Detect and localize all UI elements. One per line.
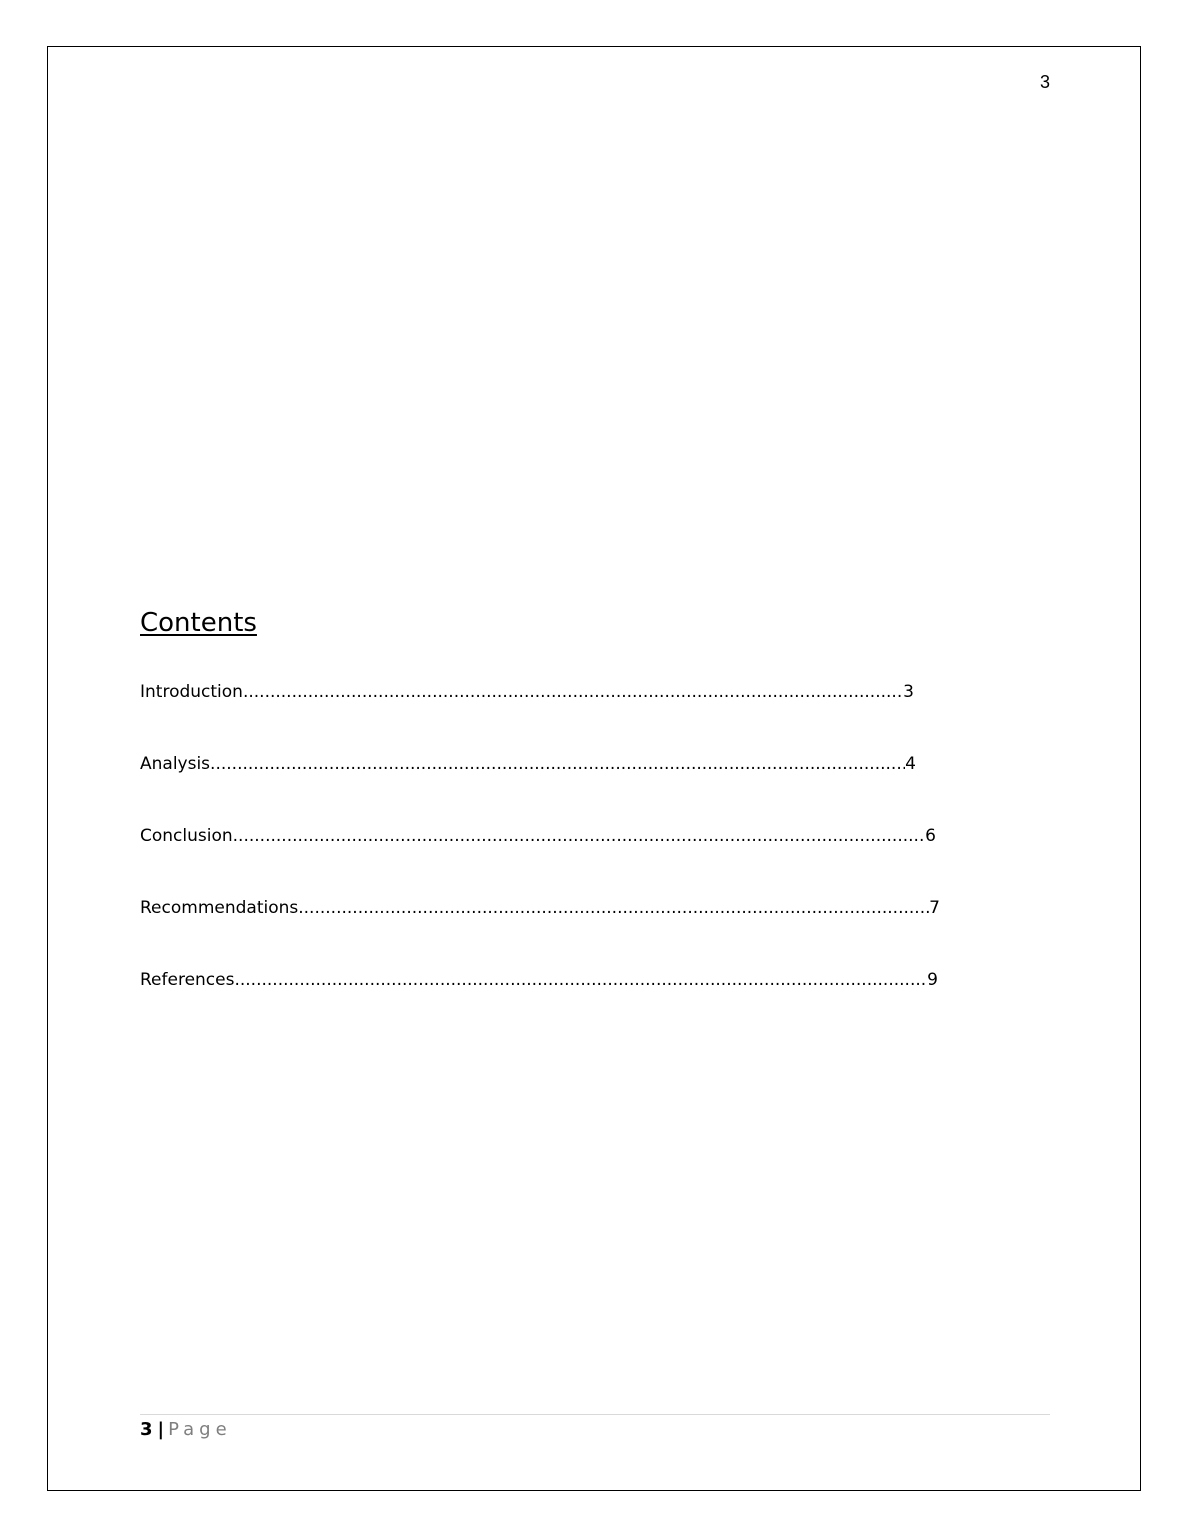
footer-page-number: 3 [140, 1419, 153, 1440]
toc-entry-page: 9 [927, 970, 938, 990]
toc-dot-leader [298, 898, 929, 918]
toc-entry-references[interactable] [140, 970, 938, 994]
toc-entry-analysis[interactable] [140, 754, 916, 778]
toc-dot-leader [243, 682, 903, 702]
toc-dot-leader [210, 754, 905, 774]
toc-entry-introduction[interactable] [140, 682, 914, 706]
toc-entry-label: Conclusion [140, 826, 233, 846]
toc-entry-page: 6 [925, 826, 936, 846]
toc-heading: Contents [140, 608, 257, 638]
toc-entry-label: References [140, 970, 235, 990]
header-page-number: 3 [1039, 72, 1050, 92]
toc-entry-label: Recommendations [140, 898, 299, 918]
toc-entry-label: Introduction [140, 682, 243, 702]
toc-entry-label: Analysis [140, 754, 211, 774]
footer-divider [140, 1414, 1050, 1415]
toc-entry-conclusion[interactable] [140, 826, 936, 850]
footer-page-word: Page [168, 1419, 232, 1440]
toc-entry-recommendations[interactable] [140, 898, 940, 922]
footer-separator: | [157, 1419, 165, 1440]
footer [140, 1419, 232, 1440]
toc-entry-page: 4 [905, 754, 916, 774]
toc-entry-page: 3 [903, 682, 914, 702]
toc-entry-page: 7 [929, 898, 940, 918]
toc-dot-leader [234, 970, 927, 990]
toc-dot-leader [233, 826, 926, 846]
